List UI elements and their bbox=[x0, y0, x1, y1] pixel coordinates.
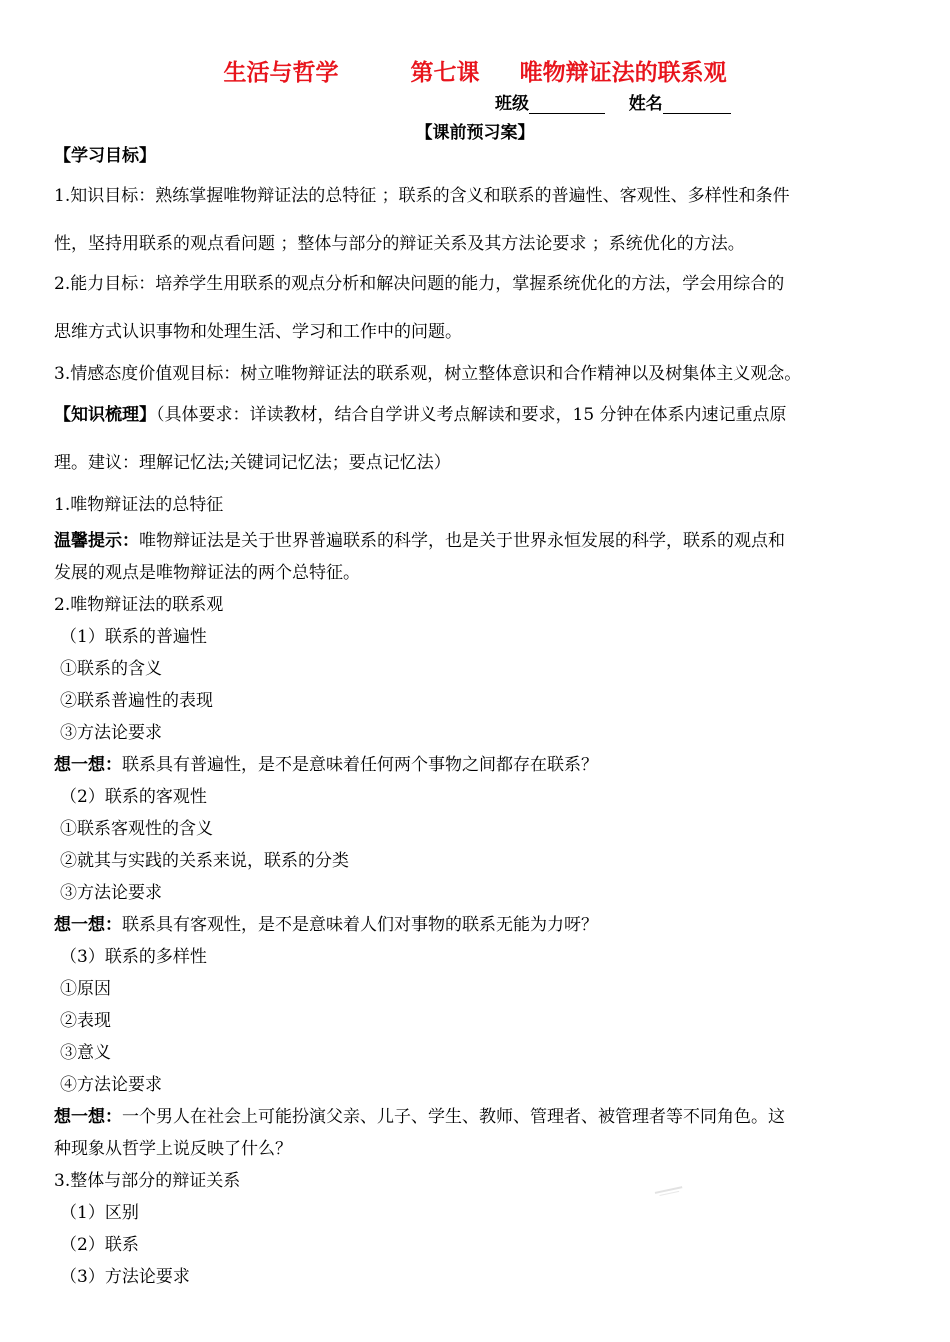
section-title: 【课前预习案】 bbox=[415, 123, 535, 143]
section-1: 1.唯物辩证法的总特征 bbox=[54, 495, 224, 515]
class-name-line bbox=[495, 89, 731, 114]
think-3-text-a: 一个男人在社会上可能扮演父亲、儿子、学生、教师、管理者、被管理者等不同角色。这 bbox=[122, 1107, 785, 1127]
title-lesson: 第七课 bbox=[410, 60, 480, 86]
tip-text-a: 唯物辩证法是关于世界普遍联系的科学，也是关于世界永恒发展的科学，联系的观点和 bbox=[139, 531, 785, 551]
point-1-2: ②联系普遍性的表现 bbox=[60, 691, 213, 711]
point-3: （3）联系的多样性 bbox=[60, 947, 207, 967]
point-3-2: ②表现 bbox=[60, 1011, 111, 1031]
knowledge-req-b: 理。建议：理解记忆法;关键词记忆法；要点记忆法） bbox=[54, 453, 451, 473]
class-blank[interactable] bbox=[529, 96, 605, 114]
point-1: （1）联系的普遍性 bbox=[60, 627, 207, 647]
tip-line-b: 发展的观点是唯物辩证法的两个总特征。 bbox=[54, 563, 360, 583]
section-3: 3.整体与部分的辩证关系 bbox=[54, 1171, 241, 1191]
name-blank[interactable] bbox=[663, 96, 731, 114]
q-3: （3）方法论要求 bbox=[60, 1267, 190, 1287]
knowledge-req-a: （具体要求：详读教材，结合自学讲义考点解读和要求，15 分钟在体系内速记重点原 bbox=[156, 405, 787, 425]
watermark-mark bbox=[654, 1183, 683, 1199]
think-1 bbox=[54, 754, 598, 776]
think-label: 想一想： bbox=[54, 755, 122, 775]
tip-label: 温馨提示： bbox=[54, 531, 139, 551]
q-1: （1）区别 bbox=[60, 1203, 139, 1223]
point-1-3: ③方法论要求 bbox=[60, 723, 162, 743]
class-label: 班级 bbox=[495, 94, 529, 114]
objective-2b: 思维方式认识事物和处理生活、学习和工作中的问题。 bbox=[54, 322, 462, 342]
name-label: 姓名 bbox=[628, 94, 663, 114]
objective-1b: 性，坚持用联系的观点看问题 ；整体与部分的辩证关系及其方法论要求 ；系统优化的方法。 bbox=[54, 234, 745, 254]
objective-2a: 2.能力目标：培养学生用联系的观点分析和解决问题的能力，掌握系统优化的方法，学会用综合的 bbox=[54, 274, 785, 294]
point-2-2: ②就其与实践的关系来说，联系的分类 bbox=[60, 851, 349, 871]
point-2-1: ①联系客观性的含义 bbox=[60, 819, 213, 839]
think-1-text: 联系具有普遍性，是不是意味着任何两个事物之间都存在联系？ bbox=[122, 755, 598, 775]
point-3-1: ①原因 bbox=[60, 979, 111, 999]
point-2: （2）联系的客观性 bbox=[60, 787, 207, 807]
title-subject: 生活与哲学 bbox=[223, 60, 339, 86]
think-2 bbox=[54, 914, 598, 936]
document-title bbox=[0, 54, 950, 87]
think-label: 想一想： bbox=[54, 1107, 122, 1127]
objective-1a: 1.知识目标：熟练掌握唯物辩证法的总特征 ；联系的含义和联系的普遍性、客观性、多样性和条件 bbox=[54, 186, 790, 206]
point-1-1: ①联系的含义 bbox=[60, 659, 162, 679]
think-3-b: 种现象从哲学上说反映了什么？ bbox=[54, 1139, 292, 1159]
point-3-3: ③意义 bbox=[60, 1043, 111, 1063]
title-topic: 唯物辩证法的联系观 bbox=[519, 60, 727, 86]
point-3-4: ④方法论要求 bbox=[60, 1075, 162, 1095]
q-2: （2）联系 bbox=[60, 1235, 139, 1255]
tip-line-a bbox=[54, 530, 785, 552]
think-label: 想一想： bbox=[54, 915, 122, 935]
objective-3: 3.情感态度价值观目标：树立唯物辩证法的联系观，树立整体意识和合作精神以及树集体主义观念。 bbox=[54, 364, 802, 384]
section-2: 2.唯物辩证法的联系观 bbox=[54, 595, 224, 615]
knowledge-requirement bbox=[54, 404, 787, 426]
knowledge-heading: 【知识梳理】 bbox=[54, 405, 156, 425]
point-2-3: ③方法论要求 bbox=[60, 883, 162, 903]
objectives-heading: 【学习目标】 bbox=[54, 146, 156, 166]
think-3 bbox=[54, 1106, 785, 1128]
think-2-text: 联系具有客观性，是不是意味着人们对事物的联系无能为力呀？ bbox=[122, 915, 598, 935]
faint-watermark bbox=[654, 1183, 684, 1201]
